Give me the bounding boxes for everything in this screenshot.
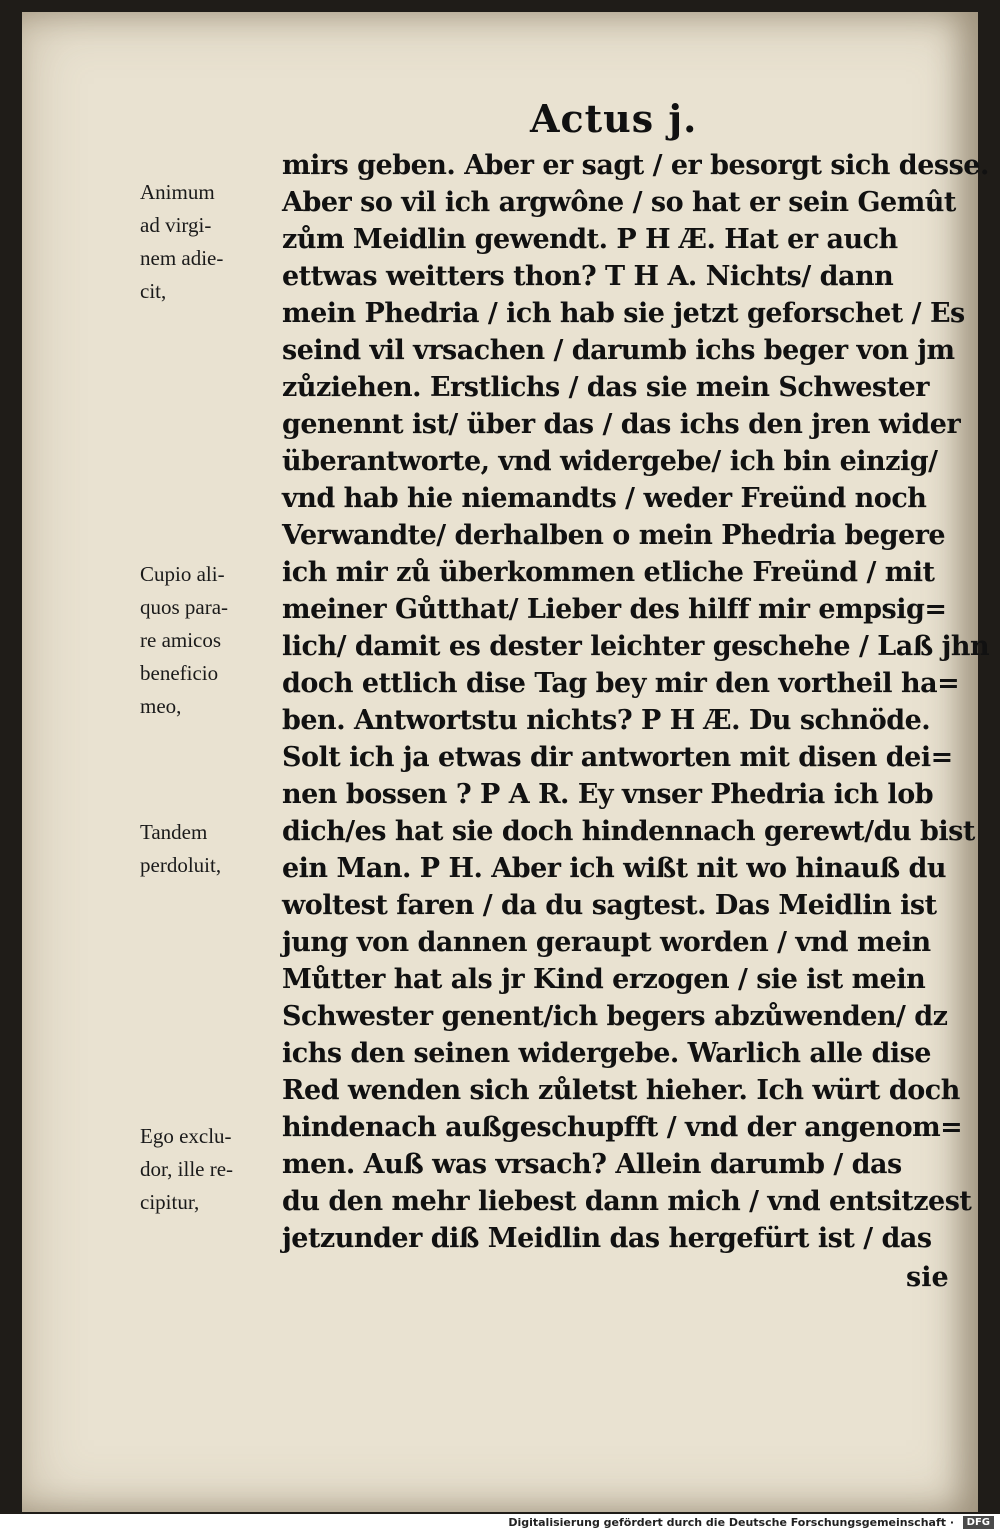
text-line: jung von dannen geraupt worden / vnd mein <box>282 927 931 958</box>
text-line: zům Meidlin gewendt. P H Æ. Hat er auch <box>282 224 898 255</box>
margin-note-line: ad virgi- <box>140 213 212 237</box>
running-header: Actus j. <box>530 96 698 141</box>
text-line: men. Auß was vrsach? Allein darumb / das <box>282 1149 902 1180</box>
text-line: seind vil vrsachen / darumb ichs beger von jm <box>282 335 955 366</box>
text-line: meiner Gůtthat/ Lieber des hilff mir empsig= <box>282 594 947 625</box>
text-line: vnd hab hie niemandts / weder Freünd noch <box>282 483 927 514</box>
margin-note-line: Animum <box>140 180 215 204</box>
text-line: woltest faren / da du sagtest. Das Meidlin ist <box>282 890 937 921</box>
text-line: hindenach außgeschupfft / vnd der angenom= <box>282 1112 963 1143</box>
text-line: dich/es hat sie doch hindennach gerewt/du bist <box>282 816 975 847</box>
text-line: mein Phedria / ich hab sie jetzt geforschet / Es <box>282 298 965 329</box>
margin-note-line: cipitur, <box>140 1190 200 1214</box>
text-line: ben. Antwortstu nichts? P H Æ. Du schnöde. <box>282 705 931 736</box>
text-line: doch ettlich dise Tag bey mir den vortheil ha= <box>282 668 960 699</box>
text-line: Schwester genent/ich begers abzůwenden/ dz <box>282 1001 948 1032</box>
text-line: Verwandte/ derhalben o mein Phedria begere <box>282 520 946 551</box>
text-line: mirs geben. Aber er sagt / er besorgt sich desse. <box>282 150 989 181</box>
margin-note-line: perdoluit, <box>140 853 222 877</box>
margin-note-line: re amicos <box>140 628 222 652</box>
margin-note-line: meo, <box>140 694 182 718</box>
text-line: du den mehr liebest dann mich / vnd entsitzest <box>282 1186 972 1217</box>
text-line: ein Man. P H. Aber ich wißt nit wo hinauß du <box>282 853 947 884</box>
text-line: überantworte, vnd widergebe/ ich bin einzig/ <box>282 446 938 477</box>
margin-note-line: Cupio ali- <box>140 562 225 586</box>
margin-note-line: Ego exclu- <box>140 1124 232 1148</box>
text-line: ettwas weitters thon? T H A. Nichts/ dann <box>282 261 894 292</box>
text-line: nen bossen ? P A R. Ey vnser Phedria ich lob <box>282 779 934 810</box>
text-line: genennt ist/ über das / das ichs den jren wider <box>282 409 961 440</box>
funding-credit: Digitalisierung gefördert durch die Deutsche Forschungsgemeinschaft · <box>508 1516 954 1529</box>
text-line: Aber so vil ich argwône / so hat er sein Gemût <box>282 187 956 218</box>
footer-bar <box>0 1514 1000 1534</box>
catchword: sie <box>906 1262 949 1293</box>
text-line: lich/ damit es dester leichter geschehe / Laß jhn <box>282 631 990 662</box>
margin-note-line: nem adie- <box>140 246 224 270</box>
text-line: zůziehen. Erstlichs / das sie mein Schwester <box>282 372 930 403</box>
text-line: jetzunder diß Meidlin das hergefürt ist / das <box>282 1223 932 1254</box>
dfg-logo-icon: DFG <box>963 1516 994 1529</box>
margin-note-line: cit, <box>140 279 167 303</box>
text-line: Můtter hat als jr Kind erzogen / sie ist mein <box>282 964 926 995</box>
margin-note-line: beneficio <box>140 661 219 685</box>
margin-note-line: Tandem <box>140 820 208 844</box>
text-line: Red wenden sich zůletst hieher. Ich würt doch <box>282 1075 960 1106</box>
text-line: ichs den seinen widergebe. Warlich alle dise <box>282 1038 931 1069</box>
margin-note-line: quos para- <box>140 595 229 619</box>
text-line: ich mir zů überkommen etliche Freünd / mit <box>282 557 935 588</box>
text-line: Solt ich ja etwas dir antworten mit disen dei= <box>282 742 953 773</box>
margin-note-line: dor, ille re- <box>140 1157 234 1181</box>
